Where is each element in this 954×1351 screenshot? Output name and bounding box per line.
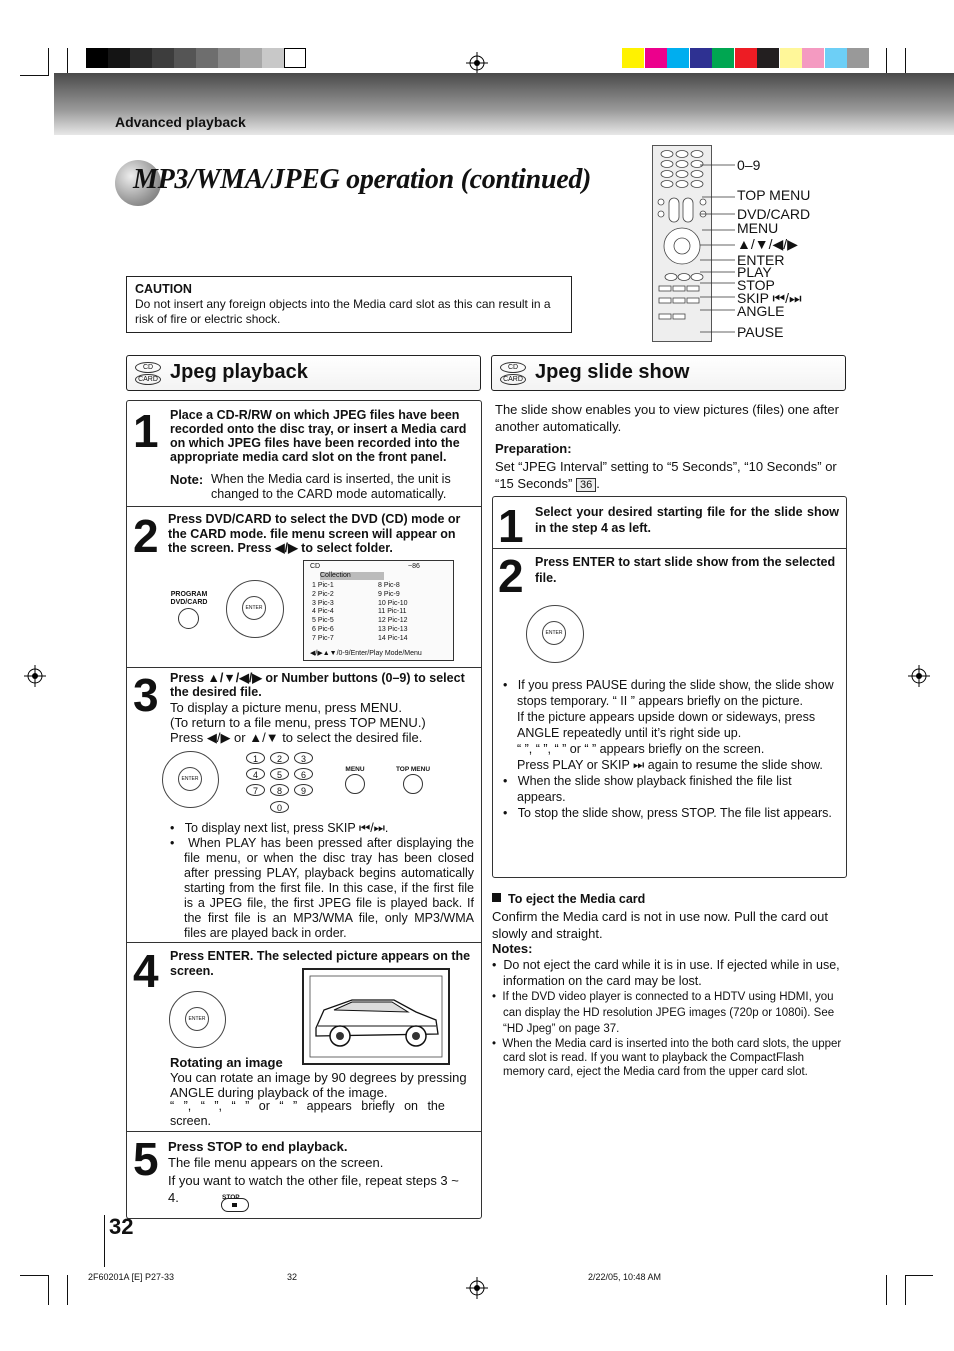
stop-icon [232, 1203, 237, 1207]
number-key-3[interactable]: 3 [294, 752, 313, 764]
screen-file-item[interactable]: 5 Pic-5 [312, 617, 334, 625]
bullet-item: • When PLAY has been pressed after displaying the file menu, or when the disc tray has been closed after pressing PLAY, playback begins automatically starting from the first file. In this case, if the first file is a JPEG file, the first JPEG file is played back. If the first file is an MP3/WMA file, only MP3/WMA files are played back in order. [170, 836, 475, 940]
jpeg-playback-header [126, 355, 481, 391]
enter-button[interactable]: ENTER [542, 621, 566, 645]
rotate-text: You can rotate an image by 90 degrees by pressing ANGLE during playback of the image. [170, 1070, 467, 1100]
remote-label: ENTER [737, 252, 785, 268]
footer-page: 32 [287, 1272, 298, 1282]
number-key-7[interactable]: 7 [246, 784, 265, 796]
caution-box [126, 276, 572, 333]
screen-file-item[interactable]: 14 Pic-14 [378, 634, 408, 642]
remote-label: ▲/▼/◀/▶ [737, 236, 798, 252]
step1-note: When the Media card is inserted, the unit is changed to the CARD mode automatically. [211, 472, 451, 501]
color-swatch [667, 48, 689, 68]
dpad-illustration [162, 751, 219, 808]
gray-swatch [196, 48, 218, 68]
color-swatch [690, 48, 712, 68]
tv-screen [302, 968, 450, 1065]
step3-bullets [170, 821, 474, 941]
page-title: MP3/WMA/JPEG operation (continued) [133, 164, 592, 195]
bullet-item: • To display next list, press SKIP ⏮/⏭. [170, 821, 389, 835]
color-swatch [825, 48, 847, 68]
car-picture-icon [304, 970, 448, 1063]
crop-mark [67, 48, 68, 76]
step-number: 1 [133, 405, 159, 457]
number-key-8[interactable]: 8 [270, 784, 289, 796]
enter-button[interactable]: ENTER [185, 1007, 209, 1031]
eject-heading: To eject the Media card [508, 892, 646, 906]
program-label: PROGRAM [170, 591, 208, 598]
remote-label: TOP MENU [737, 187, 811, 203]
enter-button[interactable]: ENTER [178, 767, 202, 791]
number-key-6[interactable]: 6 [294, 768, 313, 780]
stop-button[interactable] [221, 1198, 249, 1212]
step1-text: Place a CD-R/RW on which JPEG files have been recorded onto the disc tray, or insert a Media card on which JPEG files have been recorded into the appropriate media card slot on the front panel. [170, 408, 467, 464]
dpad-illustration [169, 991, 226, 1048]
notes-label: Notes: [492, 941, 533, 956]
screen-file-item[interactable]: 4 Pic-4 [312, 608, 334, 616]
step3-line: (To return to a file menu, press TOP MENU.) [170, 715, 426, 730]
stop-label: STOP [222, 1194, 240, 1201]
step2-text: Press DVD/CARD to select the DVD (CD) mode or the CARD mode. file menu screen will appear on the screen. Press ◀/▶ to select folder. [168, 512, 461, 555]
number-key-0[interactable]: 0 [270, 801, 289, 813]
slide-step1-text: Select your desired starting file for the slide show in the step 4 as left. [535, 505, 839, 535]
step-number: 2 [498, 550, 524, 602]
screen-footer: ◀/▶▲▼/0-9/Enter/Play Mode/Menu [310, 650, 422, 657]
gray-swatch [240, 48, 262, 68]
jpeg-slide-show-heading: Jpeg slide show [535, 361, 690, 383]
slide-intro: The slide show enables you to view pictures (files) one after another automatically. [495, 402, 839, 434]
crop-mark [20, 75, 48, 76]
screen-file-item[interactable]: 8 Pic-8 [378, 582, 400, 589]
number-key-1[interactable]: 1 [246, 752, 265, 764]
screen-file-item[interactable]: 1 Pic-1 [312, 582, 334, 589]
remote-label: MENU [737, 220, 779, 236]
crop-mark [48, 1275, 49, 1305]
step4-text: Press ENTER. The selected picture appears on the screen. [170, 949, 471, 978]
rotate-icons-text: “ ”, “ ”, “ ” or “ ” appears briefly on the screen. [170, 1099, 445, 1128]
rotate-heading: Rotating an image [170, 1055, 283, 1070]
dvdcard-button[interactable] [178, 608, 199, 629]
screen-mode: CD [310, 563, 321, 570]
step5-heading: Press STOP to end playback. [168, 1139, 348, 1154]
note-item: • Do not eject the card while it is in use. If ejected while in use, information on the card may be lost. [492, 958, 840, 988]
screen-counter: ~86 [408, 563, 420, 570]
screen-folder: Collection [320, 572, 384, 580]
section-label: Advanced playback [115, 114, 246, 130]
screen-file-item[interactable]: 7 Pic-7 [312, 634, 334, 642]
step-number: 2 [133, 510, 159, 562]
note-item: • If the DVD video player is connected to a HDTV using HDMI, you can display the HD resolution JPEG images (720p or 1080i). See “HD Jpeg” on page 37. [492, 991, 835, 1035]
square-bullet-icon [492, 893, 501, 902]
registration-mark-icon [24, 665, 46, 687]
dpad-illustration [526, 605, 584, 663]
page-number: 32 [109, 1214, 134, 1239]
step-divider [126, 1131, 482, 1132]
crop-mark [886, 1275, 887, 1305]
dpad-illustration [226, 580, 284, 638]
gray-swatch [86, 48, 108, 68]
gray-swatch [218, 48, 240, 68]
crop-mark [886, 48, 887, 76]
crop-mark [905, 1275, 906, 1305]
color-swatch [780, 48, 802, 68]
top-menu-button[interactable] [403, 774, 423, 794]
registration-mark-icon [466, 1277, 488, 1299]
jpeg-playback-heading: Jpeg playback [170, 361, 308, 383]
remote-label: PLAY [737, 264, 772, 280]
color-swatch [712, 48, 734, 68]
color-swatch [847, 48, 869, 68]
step3-heading: Press ▲/▼/◀/▶ or Number buttons (0–9) to select the desired file. [170, 671, 465, 699]
screen-file-list-left [312, 582, 334, 644]
step1-note-label: Note: [170, 472, 204, 487]
gray-swatch [108, 48, 130, 68]
caution-text: Do not insert any foreign objects into the Media card slot as this can result in a risk of fire or electric shock. [135, 297, 551, 326]
remote-label: PAUSE [737, 324, 784, 340]
menu-label: MENU [345, 766, 365, 773]
bullet-item: “ ”, “ ”, “ ” or “ ” appears briefly on the screen. [517, 742, 765, 756]
step3-line: Press ◀/▶ or ▲/▼ to select the desired file. [170, 730, 423, 745]
screen-file-item[interactable]: 13 Pic-13 [378, 625, 408, 633]
remote-label: ANGLE [737, 303, 785, 319]
screen-file-item[interactable]: 9 Pic-9 [378, 590, 400, 598]
remote-label: SKIP ⏮/⏭ [737, 290, 802, 306]
gray-swatch [284, 48, 306, 68]
eject-text: Confirm the Media card is not in use now. Pull the card out slowly and straight. [492, 909, 829, 941]
page-ref-badge[interactable]: 36 [576, 478, 596, 492]
screen-file-list-right [378, 582, 408, 644]
caution-heading: CAUTION [135, 282, 192, 296]
step5-line: If you want to watch the other file, repeat steps 3 ~ 4. [168, 1173, 459, 1205]
screen-file-item[interactable]: 6 Pic-6 [312, 625, 334, 633]
remote-label: DVD/CARD [737, 206, 811, 222]
menu-button[interactable] [345, 774, 365, 794]
registration-mark-icon [466, 52, 488, 74]
cd-card-badge: CD CARD [500, 362, 526, 386]
registration-mark-icon [908, 665, 930, 687]
step-number: 1 [498, 500, 524, 552]
crop-mark [67, 1275, 68, 1305]
gray-swatch [174, 48, 196, 68]
prep-label: Preparation: [495, 441, 572, 456]
footer-doc-code: 2F60201A [E] P27-33 [88, 1272, 175, 1282]
crop-mark [20, 1275, 48, 1276]
cd-card-badge: CD CARD [135, 362, 161, 386]
bullet-item: If the picture appears upside down or sideways, press ANGLE repeatedly until it’s right side up. [517, 710, 816, 740]
bullet-item: • When the slide show playback finished the file list appears. [503, 774, 792, 804]
bullet-item: Press PLAY or SKIP ⏭ again to resume the slide show. [517, 758, 823, 772]
screen-file-item[interactable]: 2 Pic-2 [312, 590, 334, 598]
dvdcard-label: DVD/CARD [170, 599, 208, 606]
jpeg-slide-show-header [491, 355, 846, 391]
crop-mark [905, 48, 906, 76]
crop-mark [48, 48, 49, 76]
gray-swatch [130, 48, 152, 68]
color-swatch [645, 48, 667, 68]
step5-line: The file menu appears on the screen. [168, 1155, 384, 1170]
remote-leader-lines [700, 160, 740, 340]
color-swatch [735, 48, 757, 68]
remote-label: 0–9 [737, 157, 761, 173]
step-divider [126, 667, 482, 668]
footer-date: 2/22/05, 10:48 AM [588, 1272, 662, 1282]
page-number-rule [104, 1215, 105, 1267]
slide-bullets [503, 677, 839, 821]
notes-list [492, 957, 846, 1079]
number-key-4[interactable]: 4 [246, 768, 265, 780]
step-number: 3 [133, 669, 159, 721]
color-swatch [622, 48, 644, 68]
step-divider [126, 506, 482, 507]
step3-line: To display a picture menu, press MENU. [170, 700, 402, 715]
note-item: • When the Media card is inserted into the both card slots, the upper card slot is read. If you want to playback the CompactFlash memory card, eject the Media card from the upper card slot. [492, 1038, 842, 1078]
top-menu-label: TOP MENU [395, 766, 431, 773]
screen-file-item[interactable]: 12 Pic-12 [378, 617, 408, 625]
number-key-9[interactable]: 9 [294, 784, 313, 796]
slide-step2-text: Press ENTER to start slide show from the selected file. [535, 555, 836, 585]
step-number: 5 [133, 1133, 159, 1185]
remote-label: STOP [737, 277, 775, 293]
enter-button[interactable]: ENTER [242, 596, 266, 620]
color-swatch [802, 48, 824, 68]
bullet-item: • If you press PAUSE during the slide show, the slide show stops temporary. “ II ” appears briefly on the picture. [503, 678, 834, 708]
step-divider [492, 548, 847, 549]
crop-mark [905, 1275, 933, 1276]
number-key-5[interactable]: 5 [270, 768, 289, 780]
color-swatch [757, 48, 779, 68]
step-number: 4 [133, 945, 159, 997]
number-key-2[interactable]: 2 [270, 752, 289, 764]
prep-text: Set “JPEG Interval” setting to “5 Seconds”, “10 Seconds” or “15 Seconds” 36 . [495, 459, 837, 491]
file-menu-screen [303, 560, 454, 661]
step-divider [126, 942, 482, 943]
screen-file-item[interactable]: 3 Pic-3 [312, 599, 334, 607]
gray-swatch [262, 48, 284, 68]
screen-file-item[interactable]: 11 Pic-11 [378, 608, 407, 616]
bullet-item: • To stop the slide show, press STOP. The file list appears. [503, 806, 832, 820]
gray-swatch [152, 48, 174, 68]
screen-file-item[interactable]: 10 Pic-10 [378, 599, 408, 607]
